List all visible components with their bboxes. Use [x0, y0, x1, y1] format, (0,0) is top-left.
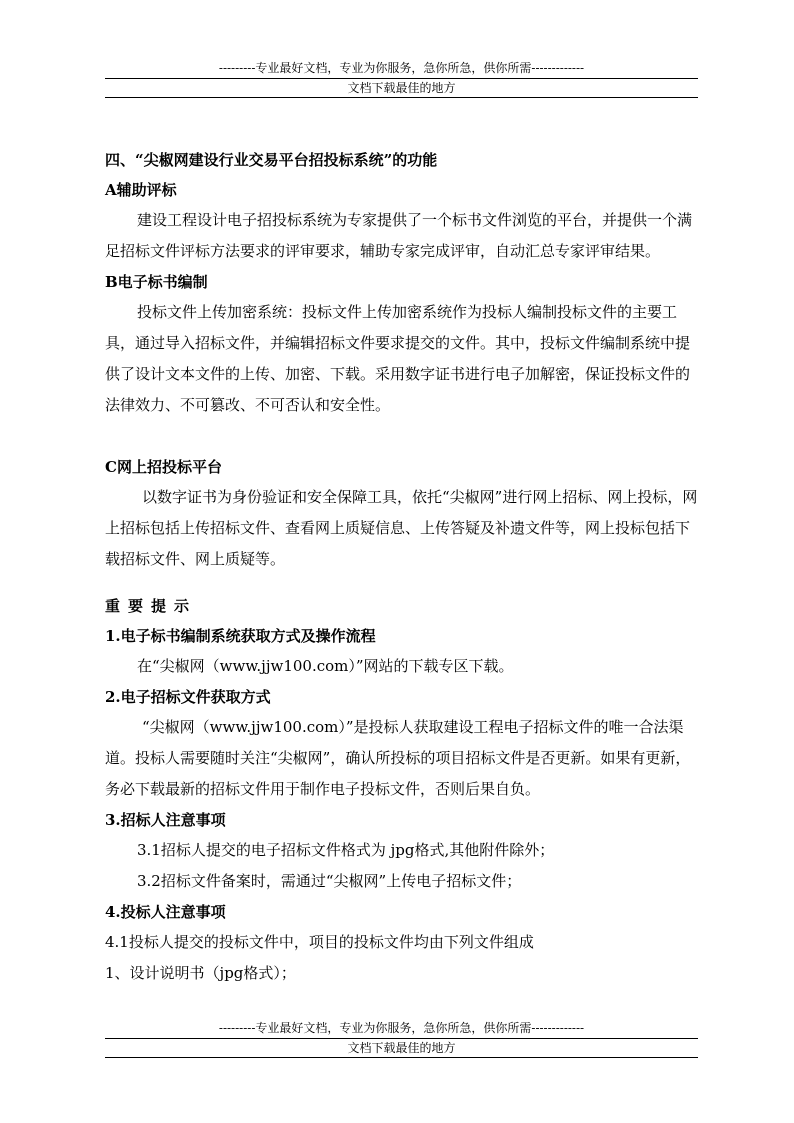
document-body [105, 145, 698, 989]
notice-3-item-2: 3.2招标文件备案时，需通过“尖椒网”上传电子招标文件； [137, 872, 522, 890]
footer-rule [105, 1038, 698, 1039]
header-rule [105, 78, 698, 79]
section-a-title: A辅助评标 [105, 181, 177, 199]
spacer [105, 575, 698, 591]
notice-1-title: 1.电子标书编制系统获取方式及操作流程 [105, 627, 376, 645]
header-bottom-rule [105, 97, 698, 98]
notice-3-item-1: 3.1招标人提交的电子招标文件格式为 jpg格式,其他附件除外； [137, 841, 555, 859]
footer-bottom-rule [105, 1057, 698, 1058]
notice-4-item-2: 1、设计说明书（jpg格式）； [105, 964, 296, 982]
notice-4-item-1: 4.1投标人提交的投标文件中，项目的投标文件均由下列文件组成 [105, 933, 534, 951]
section-c-title: C网上招投标平台 [105, 458, 222, 476]
section-c-body: 以数字证书为身份验证和安全保障工具，依托“尖椒网”进行网上招标、网上投标，网上招标包括上传招标文件、查看网上质疑信息、上传答疑及补遗文件等，网上投标包括下载招标文件、网上质疑等。 [105, 488, 698, 568]
notice-2-title: 2.电子招标文件获取方式 [105, 688, 271, 706]
footer-subtitle: 文档下载最佳的地方 [347, 1041, 456, 1055]
section-b-title: B电子标书编制 [105, 273, 208, 291]
notice-2-body: “尖椒网（www.jjw100.com）”是投标人获取建设工程电子招标文件的唯一合法渠道。投标人需要随时关注“尖椒网”，确认所投标的项目招标文件是否更新。如果有更新，务必下载最新的招标文件用于制作电子投标文件，否则后果自负。 [105, 718, 691, 798]
notice-1-body: 在“尖椒网（www.jjw100.com）”网站的下载专区下载。 [137, 657, 514, 675]
page-header [105, 60, 698, 96]
blank-line [105, 421, 698, 452]
header-tagline: ---------专业最好文档，专业为你服务，急你所急，供你所需------------- [218, 61, 585, 75]
notice-4-title: 4.投标人注意事项 [105, 903, 226, 921]
section-4-title: 四、“尖椒网建设行业交易平台招投标系统”的功能 [105, 151, 438, 169]
notice-3-title: 3.招标人注意事项 [105, 811, 226, 829]
section-b-body: 投标文件上传加密系统：投标文件上传加密系统作为投标人编制投标文件的主要工具，通过导入招标文件，并编辑招标文件要求提交的文件。其中，投标文件编制系统中提供了设计文本文件的上传、加密、下载。采用数字证书进行电子加解密，保证投标文件的法律效力、不可篡改、不可否认和安全性。 [105, 303, 691, 414]
section-a-body: 建设工程设计电子招投标系统为专家提供了一个标书文件浏览的平台，并提供一个满足招标文件评标方法要求的评审要求，辅助专家完成评审，自动汇总专家评审结果。 [105, 211, 693, 260]
header-subtitle: 文档下载最佳的地方 [347, 81, 456, 95]
footer-tagline: ---------专业最好文档，专业为你服务，急你所急，供你所需------------- [218, 1021, 585, 1035]
page-footer [105, 1020, 698, 1056]
notice-title: 重要提示 [105, 597, 198, 615]
